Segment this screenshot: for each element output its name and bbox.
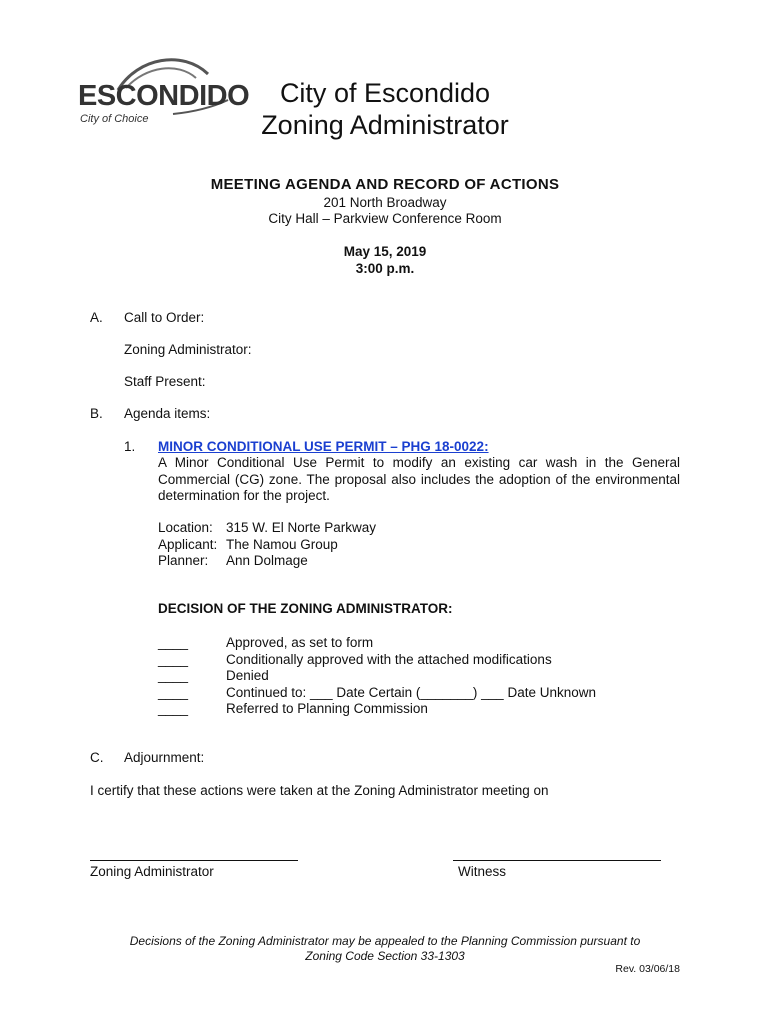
signature-label-zoning-admin: Zoning Administrator [90, 864, 214, 879]
applicant-label: Applicant: [158, 537, 218, 552]
decision-blank[interactable]: ____ [158, 652, 189, 667]
revision-date: Rev. 03/06/18 [615, 963, 680, 975]
section-a-letter: A. [90, 310, 103, 325]
decision-blank[interactable]: ____ [158, 668, 189, 683]
agenda-items-label: Agenda items: [124, 406, 211, 421]
meeting-heading: MEETING AGENDA AND RECORD OF ACTIONS [210, 176, 560, 193]
meeting-time: 3:00 p.m. [355, 261, 415, 276]
decision-blank[interactable]: ____ [158, 685, 189, 700]
location-label: Location: [158, 520, 213, 535]
decision-blank[interactable]: ____ [158, 701, 189, 716]
planner-label: Planner: [158, 553, 209, 568]
decision-option-referred: Referred to Planning Commission [226, 701, 428, 716]
signature-line-right[interactable] [453, 860, 661, 861]
appeal-note-line2: Zoning Code Section 33-1303 [305, 949, 465, 963]
agenda-item-title-link[interactable]: MINOR CONDITIONAL USE PERMIT – PHG 18-0022: [158, 439, 489, 454]
zoning-admin-label: Zoning Administrator: [124, 342, 252, 357]
meeting-date: May 15, 2019 [343, 244, 427, 259]
page-title-line1: City of Escondido [279, 78, 491, 108]
decision-option-denied: Denied [226, 668, 269, 683]
decision-blank[interactable]: ____ [158, 635, 189, 650]
decision-option-approved: Approved, as set to form [226, 635, 374, 650]
adjournment-label: Adjournment: [124, 750, 205, 765]
location-value: 315 W. El Norte Parkway [226, 520, 377, 535]
logo-wordmark: ESCONDIDO [78, 80, 250, 112]
certification-statement: I certify that these actions were taken at the Zoning Administrator meeting on [90, 783, 549, 798]
applicant-value: The Namou Group [226, 537, 338, 552]
decision-option-conditional: Conditionally approved with the attached modifications [226, 652, 552, 667]
decision-option-continued: Continued to: ___ Date Certain (_______) ___ Date Unknown [226, 685, 596, 700]
section-c-letter: C. [90, 750, 104, 765]
agenda-item-description: A Minor Conditional Use Permit to modify an existing car wash in the General Commercial (CG) zone. The proposal also includes the adoption of the environmental determination for the project. [158, 455, 680, 503]
page-title-line2: Zoning Administrator [261, 110, 509, 140]
appeal-note-line1: Decisions of the Zoning Administrator may be appealed to the Planning Commission pursuant to [129, 934, 641, 948]
signature-label-witness: Witness [458, 864, 507, 879]
decision-heading: DECISION OF THE ZONING ADMINISTRATOR: [158, 601, 453, 616]
meeting-room: City Hall – Parkview Conference Room [268, 211, 502, 226]
section-b-letter: B. [90, 406, 103, 421]
call-to-order-label: Call to Order: [124, 310, 205, 325]
logo-tagline: City of Choice [80, 113, 149, 125]
meeting-address: 201 North Broadway [323, 195, 447, 210]
staff-present-label: Staff Present: [124, 374, 206, 389]
agenda-item-number: 1. [124, 439, 136, 454]
signature-line-left[interactable] [90, 860, 298, 861]
planner-value: Ann Dolmage [226, 553, 308, 568]
